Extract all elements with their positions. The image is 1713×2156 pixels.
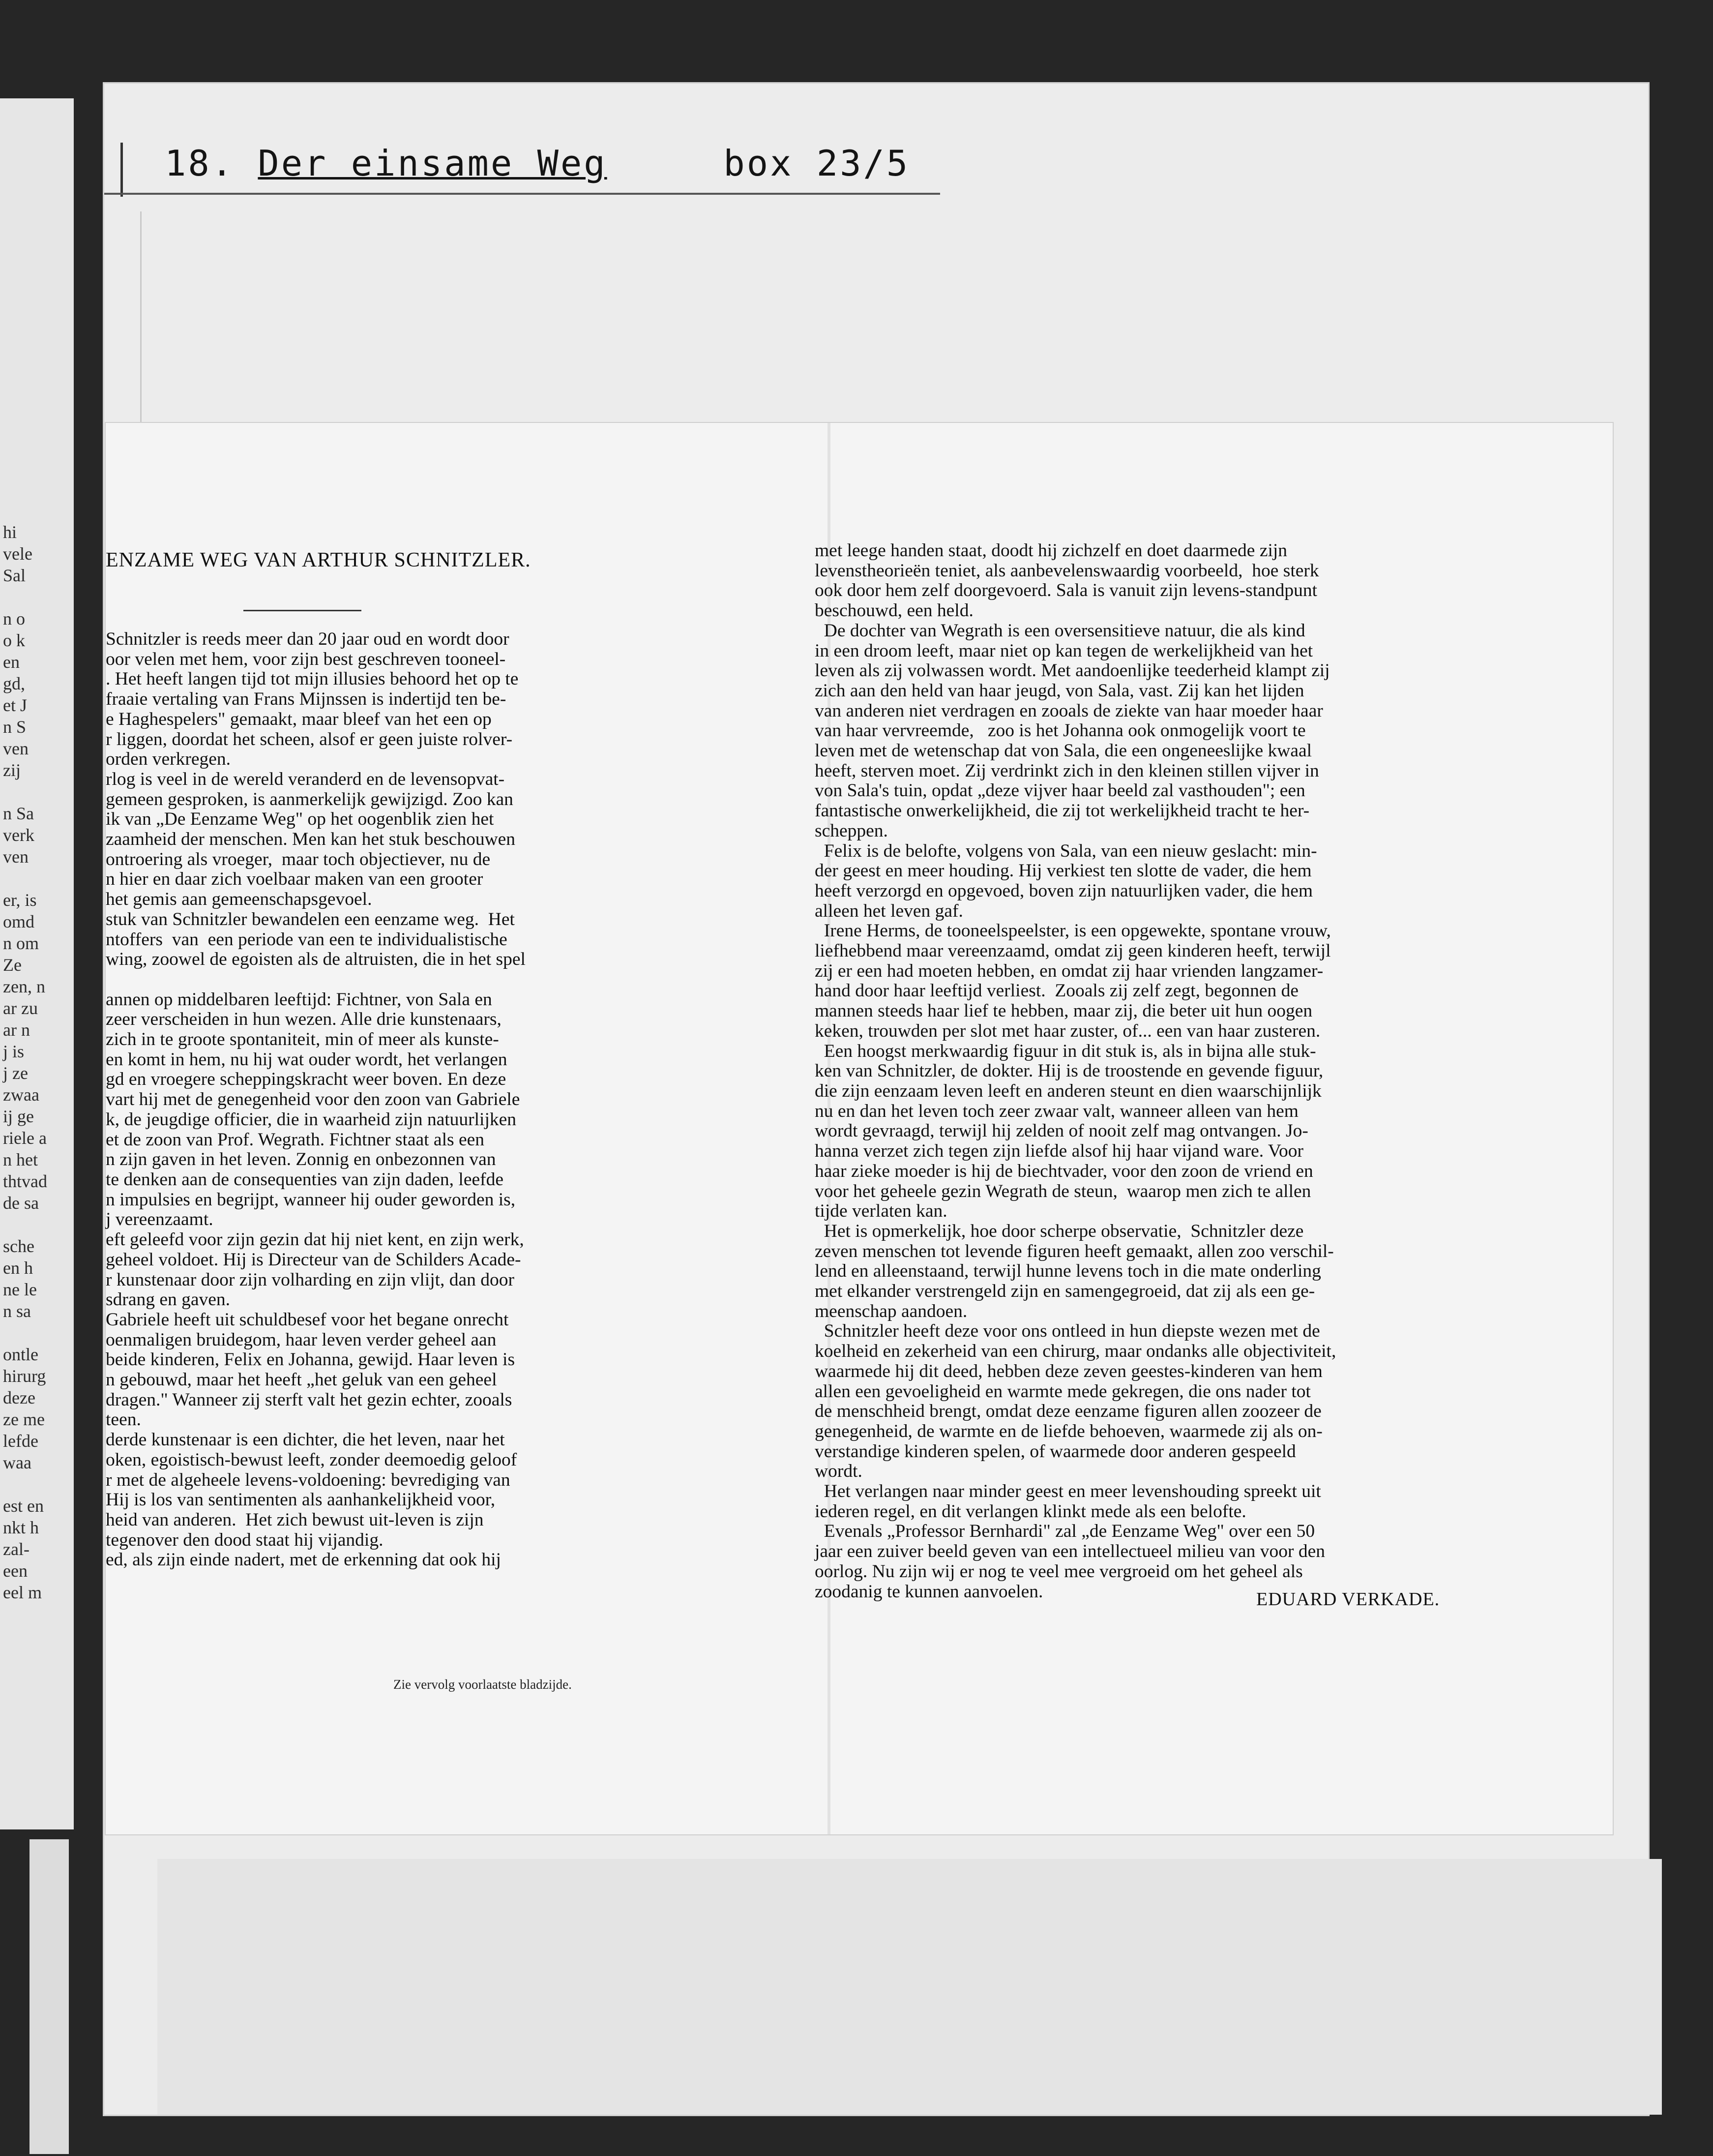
continuation-note: Zie vervolg voorlaatste bladzijde. [393, 1677, 572, 1692]
archive-header [165, 143, 910, 184]
newspaper-clipping [106, 423, 1613, 1834]
card-lower-sheet [157, 1859, 1662, 2115]
header-tick-mark [120, 143, 123, 197]
article-left-column: Schnitzler is reeds meer dan 20 jaar oud en wordt door oor velen met hem, voor zijn best geschreven tooneel- . Het heeft langen tijd tot mijn illusies behoord het op te fraaie vertaling van Frans Mijnssen is indertijd ten be- e Haghespelers" gemaakt, maar bleef van het een op r liggen, doordat het scheen, alsof er geen juiste rolver- orden verkregen. rlog is veel in de wereld veranderd en de levensopvat- gemeen gesproken, is aanmerkelijk gewijzigd. Zoo kan ik van „De Eenzame Weg" op het oogenblik zien het zaamheid der menschen. Men kan het stuk beschouwen ontroering als vroeger, maar toch objectiever, nu de n hier en daar zich voelbaar maken van een grooter het gemis aan gemeenschapsgevoel. stuk van Schnitzler bewandelen een eenzame weg. Het ntoffers van een periode van een te individualistische wing, zoowel de egoisten als de altruisten, die in het spel annen op middelbaren leeftijd: Fichtner, von Sala en zeer verscheiden in hun wezen. Alle drie kunstenaars, zich in te groote spontaniteit, min of meer als kunste- en komt in hem, nu hij wat ouder wordt, het verlangen gd en vroegere scheppingskracht weer boven. En deze vart hij met de genegenheid voor den zoon van Gabriele k, de jeugdige officier, die in waarheid zijn natuurlijken et de zoon van Prof. Wegrath. Fichtner staat als een n zijn gaven in het leven. Zonnig en onbezonnen van te denken aan de consequenties van zijn daden, leefde n impulsies en begrijpt, wanneer hij ouder geworden is, j vereenzaamt. eft geleefd voor zijn gezin dat hij niet kent, en zijn werk, geheel voldoet. Hij is Directeur van de Schilders Acade- r kunstenaar door zijn volharding en zijn vlijt, dan door sdrang en gaven. Gabriele heeft uit schuldbesef voor het begane onrecht oenmaligen bruidegom, haar leven verder geheel aan beide kinderen, Felix en Johanna, gewijd. Haar leven is n gebouwd, maar het heeft „het geluk van een geheel dragen." Wanneer zij sterft valt het gezin echter, zooals teen. derde kunstenaar is een dichter, die het leven, naar het oken, egoistisch-bewust leeft, zonder deemoedig geloof r met de algeheele levens-voldoening: bevrediging van Hij is los van sentimenten als aanhankelijkheid voor, heid van anderen. Het zich bewust uit-leven is zijn tegenover den dood staat hij vijandig. ed, als zijn einde nadert, met de erkenning dat ook hij [106, 629, 526, 1570]
neighbor-page-lower-edge [30, 1839, 69, 2154]
archive-box-label: box 23/5 [723, 143, 910, 184]
neighbor-page-strip [0, 98, 74, 1829]
author-signature: EDUARD VERKADE. [1256, 1589, 1440, 1610]
article-title: ENZAME WEG VAN ARTHUR SCHNITZLER. [106, 549, 531, 571]
archive-number: 18. [165, 143, 235, 184]
header-rule [104, 193, 940, 195]
archive-title: Der einsame Weg [258, 143, 607, 184]
article-right-column: met leege handen staat, doodt hij zichzelf en doet daarmede zijn levenstheorieën teniet, als aanbevelenswaardig voorbeeld, hoe sterk ook door hem zelf doorgevoerd. Sala is vanuit zijn levens-standpunt beschouwd, een held. De dochter van Wegrath is een oversensitieve natuur, die als kind in een droom leeft, maar niet op kan tegen de werkelijkheid van het leven als zij volwassen wordt. Met aandoenlijke teederheid klampt zij zich aan den held van haar jeugd, von Sala, vast. Zij kan het lijden van anderen niet verdragen en zooals de ziekte van haar moeder haar van haar vervreemde, zoo is het Johanna ook onmogelijk voort te leven met de wetenschap dat von Sala, die een ongeneeslijke kwaal heeft, sterven moet. Zij verdrinkt zich in den kleinen stillen vijver in von Sala's tuin, opdat „deze vijver haar beeld zal vasthouden"; een fantastische onwerkelijkheid, die zij tot werkelijkheid tracht te her- scheppen. Felix is de belofte, volgens von Sala, van een nieuw geslacht: min- der geest en meer houding. Hij verkiest ten slotte de vader, die hem heeft verzorgd en opgevoed, boven zijn natuurlijken vader, die hem alleen het leven gaf. Irene Herms, de tooneelspeelster, is een opgewekte, spontane vrouw, liefhebbend maar vereenzaamd, omdat zij geen kinderen heeft, terwijl zij er een had moeten hebben, en omdat zij haar vrienden langzamer- hand door haar leeftijd verliest. Zooals zij zelf zegt, begonnen de mannen steeds haar lief te hebben, maar zij, die beter uit hun oogen keken, trouwden per slot met haar zuster, of... een van haar zusteren. Een hoogst merkwaardig figuur in dit stuk is, als in bijna alle stuk- ken van Schnitzler, de dokter. Hij is de troostende en gevende figuur, die zijn eenzaam leven leeft en anderen steunt en dien waarschijnlijk nu en dan het leven toch zeer zwaar valt, wanneer alleen van hem wordt gevraagd, terwijl hij zelden of nooit zelf mag ontvangen. Jo- hanna verzet zich tegen zijn liefde alsof hij haar vijand ware. Voor haar zieke moeder is hij de biechtvader, voor den zoon de vriend en voor het geheele gezin Wegrath de steun, waarop men zich te allen tijde verlaten kan. Het is opmerkelijk, hoe door scherpe observatie, Schnitzler deze zeven menschen tot levende figuren heeft gemaakt, allen zoo verschil- lend en alleenstaand, terwijl hunne levens toch in die mate onderling met elkander verstrengeld zijn en samengegroeid, dat zij als een ge- meenschap aandoen. Schnitzler heeft deze voor ons ontleed in hun diepste wezen met de koelheid en zekerheid van een chirurg, maar ondanks alle objectiviteit, waarmede hij dit deed, hebben deze zeven geestes-kinderen van hem allen een gevoeligheid en warmte mede gekregen, die ons nader tot de menschheid brengt, omdat deze eenzame figuren allen zoozeer de genegenheid, de warmte en de liefde behoeven, waarmede zij als on- verstandige kinderen spelen, of waarmede door anderen gespeeld wordt. Het verlangen naar minder geest en meer levenshouding spreekt uit iederen regel, en dit verlangen klinkt mede als een belofte. Evenals „Professor Bernhardi" zal „de Eenzame Weg" over een 50 jaar een zuiver beeld geven van een intellectueel milieu van voor den oorlog. Nu zijn wij er nog te veel mee vergroeid om het geheel als zoodanig te kunnen aanvoelen. [815, 540, 1336, 1602]
title-divider [243, 610, 361, 611]
neighbor-page-text: hi vele Sal n o o k en gd, et J n S ven zij n Sa verk ven er, is omd n om Ze zen, n ar zu ar n j is j ze zwaa ij ge riele a n het thtvad de sa sche en h ne le n sa ontle hirurg deze ze me lefde waa est en nkt h zal- een eel m [3, 522, 47, 1602]
